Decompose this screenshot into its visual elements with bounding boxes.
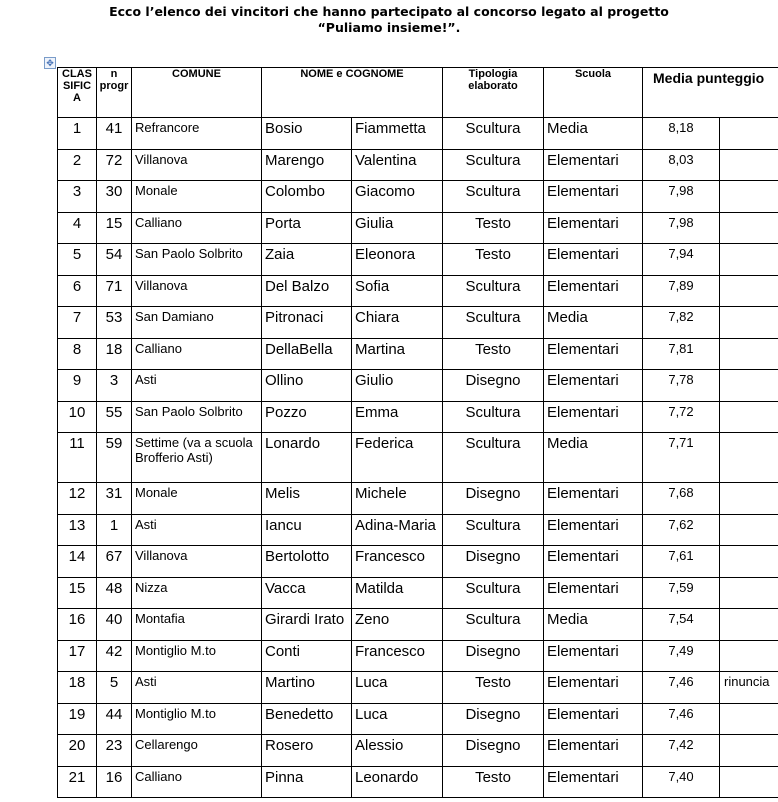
tipologia-cell: Testo bbox=[443, 672, 544, 704]
note-cell bbox=[720, 181, 778, 213]
tipologia-cell: Testo bbox=[443, 766, 544, 798]
cognome-cell: Benedetto bbox=[262, 703, 352, 735]
nome-cell: Fiammetta bbox=[352, 118, 443, 150]
rank-cell: 5 bbox=[58, 244, 97, 276]
n-progr-cell: 54 bbox=[97, 244, 132, 276]
cognome-cell: Del Balzo bbox=[262, 275, 352, 307]
media-cell: 7,72 bbox=[643, 401, 720, 433]
comune-cell: Calliano bbox=[132, 766, 262, 798]
scuola-cell: Elementari bbox=[544, 275, 643, 307]
rank-cell: 8 bbox=[58, 338, 97, 370]
cognome-cell: Pitronaci bbox=[262, 307, 352, 339]
nome-cell: Alessio bbox=[352, 735, 443, 767]
n-progr-cell: 1 bbox=[97, 514, 132, 546]
scuola-cell: Elementari bbox=[544, 766, 643, 798]
nome-cell: Giulio bbox=[352, 370, 443, 402]
document-title-line1: Ecco l’elenco dei vincitori che hanno partecipato al concorso legato al progetto bbox=[109, 4, 669, 19]
scuola-cell: Elementari bbox=[544, 149, 643, 181]
header-comune: COMUNE bbox=[132, 68, 262, 118]
nome-cell: Luca bbox=[352, 703, 443, 735]
note-cell bbox=[720, 370, 778, 402]
nome-cell: Francesco bbox=[352, 546, 443, 578]
nome-cell: Matilda bbox=[352, 577, 443, 609]
table-move-icon[interactable]: ✥ bbox=[44, 57, 56, 69]
note-cell bbox=[720, 338, 778, 370]
rank-cell: 2 bbox=[58, 149, 97, 181]
scuola-cell: Elementari bbox=[544, 338, 643, 370]
note-cell bbox=[720, 546, 778, 578]
scuola-cell: Elementari bbox=[544, 483, 643, 515]
media-cell: 7,78 bbox=[643, 370, 720, 402]
cognome-cell: Pozzo bbox=[262, 401, 352, 433]
scuola-cell: Elementari bbox=[544, 640, 643, 672]
tipologia-cell: Scultura bbox=[443, 401, 544, 433]
n-progr-cell: 67 bbox=[97, 546, 132, 578]
cognome-cell: Iancu bbox=[262, 514, 352, 546]
note-cell bbox=[720, 703, 778, 735]
media-cell: 7,89 bbox=[643, 275, 720, 307]
header-tipologia: Tipologia elaborato bbox=[443, 68, 544, 118]
scuola-cell: Elementari bbox=[544, 181, 643, 213]
comune-cell: Montiglio M.to bbox=[132, 640, 262, 672]
nome-cell: Adina-Maria bbox=[352, 514, 443, 546]
cognome-cell: Pinna bbox=[262, 766, 352, 798]
scuola-cell: Elementari bbox=[544, 703, 643, 735]
comune-cell: Villanova bbox=[132, 546, 262, 578]
table-row bbox=[58, 577, 778, 609]
nome-cell: Zeno bbox=[352, 609, 443, 641]
n-progr-cell: 15 bbox=[97, 212, 132, 244]
tipologia-cell: Scultura bbox=[443, 307, 544, 339]
header-scuola: Scuola bbox=[544, 68, 643, 118]
winners-table bbox=[57, 67, 778, 798]
rank-cell: 10 bbox=[58, 401, 97, 433]
n-progr-cell: 59 bbox=[97, 433, 132, 483]
table-row bbox=[58, 118, 778, 150]
scuola-cell: Media bbox=[544, 433, 643, 483]
rank-cell: 18 bbox=[58, 672, 97, 704]
note-cell bbox=[720, 483, 778, 515]
note-cell bbox=[720, 149, 778, 181]
table-row bbox=[58, 766, 778, 798]
table-row bbox=[58, 672, 778, 704]
scuola-cell: Elementari bbox=[544, 577, 643, 609]
comune-cell: Calliano bbox=[132, 212, 262, 244]
cognome-cell: Conti bbox=[262, 640, 352, 672]
table-row bbox=[58, 514, 778, 546]
comune-cell: Refrancore bbox=[132, 118, 262, 150]
scuola-cell: Elementari bbox=[544, 672, 643, 704]
tipologia-cell: Scultura bbox=[443, 514, 544, 546]
media-cell: 7,71 bbox=[643, 433, 720, 483]
rank-cell: 17 bbox=[58, 640, 97, 672]
cognome-cell: Bertolotto bbox=[262, 546, 352, 578]
rank-cell: 19 bbox=[58, 703, 97, 735]
table-row bbox=[58, 640, 778, 672]
nome-cell: Valentina bbox=[352, 149, 443, 181]
header-media-punteggio: Media punteggio bbox=[643, 68, 778, 118]
media-cell: 7,81 bbox=[643, 338, 720, 370]
tipologia-cell: Scultura bbox=[443, 181, 544, 213]
header-classifica: CLAS SIFIC A bbox=[58, 68, 97, 118]
cognome-cell: Rosero bbox=[262, 735, 352, 767]
note-cell bbox=[720, 735, 778, 767]
n-progr-cell: 41 bbox=[97, 118, 132, 150]
n-progr-cell: 40 bbox=[97, 609, 132, 641]
table-row bbox=[58, 338, 778, 370]
rank-cell: 9 bbox=[58, 370, 97, 402]
media-cell: 7,82 bbox=[643, 307, 720, 339]
n-progr-cell: 30 bbox=[97, 181, 132, 213]
tipologia-cell: Disegno bbox=[443, 640, 544, 672]
nome-cell: Leonardo bbox=[352, 766, 443, 798]
cognome-cell: Colombo bbox=[262, 181, 352, 213]
tipologia-cell: Disegno bbox=[443, 735, 544, 767]
note-cell bbox=[720, 609, 778, 641]
n-progr-cell: 16 bbox=[97, 766, 132, 798]
note-cell bbox=[720, 118, 778, 150]
header-n-progr: n progr bbox=[97, 68, 132, 118]
media-cell: 7,59 bbox=[643, 577, 720, 609]
cognome-cell: Zaia bbox=[262, 244, 352, 276]
table-row bbox=[58, 307, 778, 339]
media-cell: 7,49 bbox=[643, 640, 720, 672]
note-cell bbox=[720, 433, 778, 483]
tipologia-cell: Testo bbox=[443, 338, 544, 370]
note-cell bbox=[720, 401, 778, 433]
nome-cell: Federica bbox=[352, 433, 443, 483]
cognome-cell: Porta bbox=[262, 212, 352, 244]
rank-cell: 7 bbox=[58, 307, 97, 339]
n-progr-cell: 5 bbox=[97, 672, 132, 704]
rank-cell: 20 bbox=[58, 735, 97, 767]
document-title-line2: “Puliamo insieme!”. bbox=[317, 20, 461, 35]
table-row bbox=[58, 433, 778, 483]
note-cell bbox=[720, 640, 778, 672]
scuola-cell: Elementari bbox=[544, 244, 643, 276]
nome-cell: Eleonora bbox=[352, 244, 443, 276]
rank-cell: 4 bbox=[58, 212, 97, 244]
table-row bbox=[58, 546, 778, 578]
scuola-cell: Media bbox=[544, 307, 643, 339]
n-progr-cell: 31 bbox=[97, 483, 132, 515]
scuola-cell: Elementari bbox=[544, 546, 643, 578]
tipologia-cell: Scultura bbox=[443, 118, 544, 150]
table-row bbox=[58, 149, 778, 181]
media-cell: 7,94 bbox=[643, 244, 720, 276]
scuola-cell: Elementari bbox=[544, 735, 643, 767]
comune-cell: San Paolo Solbrito bbox=[132, 401, 262, 433]
n-progr-cell: 42 bbox=[97, 640, 132, 672]
rank-cell: 3 bbox=[58, 181, 97, 213]
n-progr-cell: 3 bbox=[97, 370, 132, 402]
cognome-cell: Lonardo bbox=[262, 433, 352, 483]
media-cell: 8,03 bbox=[643, 149, 720, 181]
nome-cell: Michele bbox=[352, 483, 443, 515]
media-cell: 7,98 bbox=[643, 212, 720, 244]
table-row bbox=[58, 212, 778, 244]
scuola-cell: Elementari bbox=[544, 370, 643, 402]
comune-cell: Nizza bbox=[132, 577, 262, 609]
comune-cell: Asti bbox=[132, 514, 262, 546]
media-cell: 7,68 bbox=[643, 483, 720, 515]
nome-cell: Giacomo bbox=[352, 181, 443, 213]
comune-cell: Villanova bbox=[132, 275, 262, 307]
media-cell: 7,98 bbox=[643, 181, 720, 213]
n-progr-cell: 18 bbox=[97, 338, 132, 370]
rank-cell: 15 bbox=[58, 577, 97, 609]
cognome-cell: Vacca bbox=[262, 577, 352, 609]
rank-cell: 1 bbox=[58, 118, 97, 150]
tipologia-cell: Testo bbox=[443, 212, 544, 244]
table-row bbox=[58, 275, 778, 307]
scuola-cell: Elementari bbox=[544, 401, 643, 433]
note-cell bbox=[720, 275, 778, 307]
comune-cell: Montiglio M.to bbox=[132, 703, 262, 735]
table-header-row bbox=[58, 68, 778, 118]
header-nome-cognome: NOME e COGNOME bbox=[262, 68, 443, 118]
rank-cell: 11 bbox=[58, 433, 97, 483]
n-progr-cell: 48 bbox=[97, 577, 132, 609]
media-cell: 7,46 bbox=[643, 703, 720, 735]
tipologia-cell: Testo bbox=[443, 244, 544, 276]
table-row bbox=[58, 483, 778, 515]
comune-cell: San Damiano bbox=[132, 307, 262, 339]
comune-cell: Cellarengo bbox=[132, 735, 262, 767]
comune-cell: Monale bbox=[132, 483, 262, 515]
tipologia-cell: Scultura bbox=[443, 609, 544, 641]
table-row bbox=[58, 609, 778, 641]
nome-cell: Sofia bbox=[352, 275, 443, 307]
tipologia-cell: Scultura bbox=[443, 433, 544, 483]
rank-cell: 16 bbox=[58, 609, 97, 641]
n-progr-cell: 23 bbox=[97, 735, 132, 767]
note-cell: rinuncia bbox=[720, 672, 778, 704]
media-cell: 8,18 bbox=[643, 118, 720, 150]
cognome-cell: Ollino bbox=[262, 370, 352, 402]
comune-cell: Monale bbox=[132, 181, 262, 213]
nome-cell: Giulia bbox=[352, 212, 443, 244]
note-cell bbox=[720, 577, 778, 609]
nome-cell: Emma bbox=[352, 401, 443, 433]
comune-cell: Calliano bbox=[132, 338, 262, 370]
table-row bbox=[58, 703, 778, 735]
nome-cell: Luca bbox=[352, 672, 443, 704]
scuola-cell: Media bbox=[544, 609, 643, 641]
scuola-cell: Media bbox=[544, 118, 643, 150]
cognome-cell: Girardi Irato bbox=[262, 609, 352, 641]
media-cell: 7,46 bbox=[643, 672, 720, 704]
tipologia-cell: Scultura bbox=[443, 149, 544, 181]
n-progr-cell: 71 bbox=[97, 275, 132, 307]
scuola-cell: Elementari bbox=[544, 212, 643, 244]
table-row bbox=[58, 244, 778, 276]
nome-cell: Chiara bbox=[352, 307, 443, 339]
cognome-cell: Melis bbox=[262, 483, 352, 515]
comune-cell: Villanova bbox=[132, 149, 262, 181]
cognome-cell: Marengo bbox=[262, 149, 352, 181]
rank-cell: 12 bbox=[58, 483, 97, 515]
tipologia-cell: Disegno bbox=[443, 703, 544, 735]
cognome-cell: Martino bbox=[262, 672, 352, 704]
table-row bbox=[58, 181, 778, 213]
n-progr-cell: 55 bbox=[97, 401, 132, 433]
nome-cell: Martina bbox=[352, 338, 443, 370]
table-row bbox=[58, 735, 778, 767]
note-cell bbox=[720, 212, 778, 244]
media-cell: 7,40 bbox=[643, 766, 720, 798]
comune-cell: San Paolo Solbrito bbox=[132, 244, 262, 276]
tipologia-cell: Disegno bbox=[443, 546, 544, 578]
scuola-cell: Elementari bbox=[544, 514, 643, 546]
note-cell bbox=[720, 766, 778, 798]
tipologia-cell: Scultura bbox=[443, 577, 544, 609]
rank-cell: 14 bbox=[58, 546, 97, 578]
comune-cell: Montafia bbox=[132, 609, 262, 641]
rank-cell: 6 bbox=[58, 275, 97, 307]
note-cell bbox=[720, 307, 778, 339]
cognome-cell: Bosio bbox=[262, 118, 352, 150]
cognome-cell: DellaBella bbox=[262, 338, 352, 370]
media-cell: 7,62 bbox=[643, 514, 720, 546]
tipologia-cell: Disegno bbox=[443, 483, 544, 515]
comune-cell: Asti bbox=[132, 672, 262, 704]
n-progr-cell: 44 bbox=[97, 703, 132, 735]
media-cell: 7,42 bbox=[643, 735, 720, 767]
note-cell bbox=[720, 514, 778, 546]
nome-cell: Francesco bbox=[352, 640, 443, 672]
tipologia-cell: Disegno bbox=[443, 370, 544, 402]
note-cell bbox=[720, 244, 778, 276]
table-row bbox=[58, 401, 778, 433]
n-progr-cell: 72 bbox=[97, 149, 132, 181]
comune-cell: Settime (va a scuola Brofferio Asti) bbox=[132, 433, 262, 483]
tipologia-cell: Scultura bbox=[443, 275, 544, 307]
comune-cell: Asti bbox=[132, 370, 262, 402]
rank-cell: 13 bbox=[58, 514, 97, 546]
rank-cell: 21 bbox=[58, 766, 97, 798]
table-row bbox=[58, 370, 778, 402]
media-cell: 7,54 bbox=[643, 609, 720, 641]
n-progr-cell: 53 bbox=[97, 307, 132, 339]
media-cell: 7,61 bbox=[643, 546, 720, 578]
